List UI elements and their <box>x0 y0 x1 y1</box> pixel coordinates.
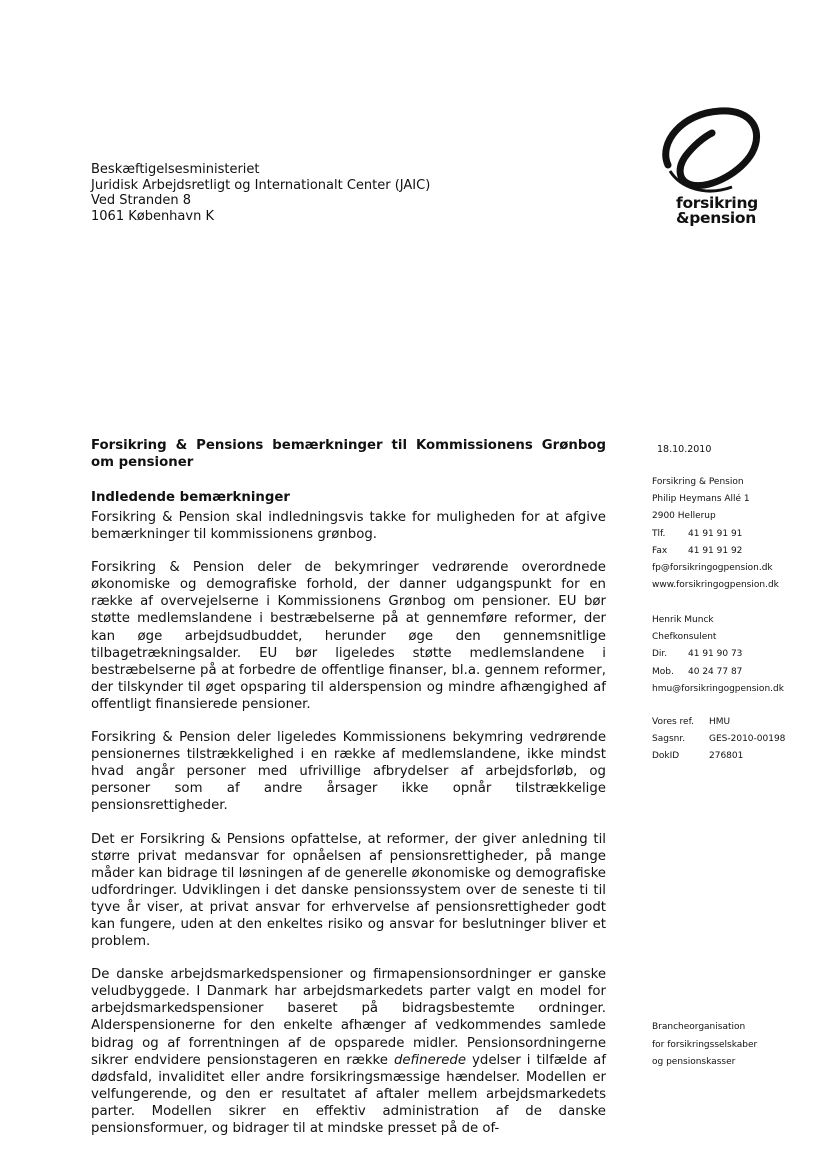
section-heading: Indledende bemærkninger <box>91 490 290 505</box>
recipient-line: Ved Stranden 8 <box>91 193 192 208</box>
contact-name: Henrik Munck <box>652 615 714 625</box>
logo-wordmark <box>676 196 758 226</box>
logo-line-1: forsikring <box>676 194 758 212</box>
footer-line: for forsikringsselskaber <box>652 1039 758 1050</box>
contact-mobile: Mob. 40 24 77 87 <box>652 666 743 677</box>
sender-info <box>652 474 779 594</box>
emphasis-text: definerede <box>393 1052 467 1068</box>
paragraph <box>91 966 606 1137</box>
reference-info <box>652 714 785 766</box>
recipient-address <box>91 162 430 224</box>
letter-date: 18.10.2010 <box>657 444 712 455</box>
sender-web: www.forsikringogpension.dk <box>652 580 779 591</box>
ref-vores: Vores ref. HMU <box>652 717 731 727</box>
paragraph: Forsikring & Pension skal indledningsvis takke for muligheden for at afgive bemærkninger til kommissionens grønbog. <box>91 510 606 543</box>
paragraph: Forsikring & Pension deler ligeledes Kommissionens bekymring vedrørende pensionernes tilstrækkelighed i en række af medlemslandene, ikke mindst hvad angår personer med ufrivillige afbrydelser af arbejdsforløb, og personer som af andre årsager ikke opnår tilstrækkelige pensionsrettigheder. <box>91 730 606 814</box>
letter-body <box>91 437 606 1153</box>
contact-info <box>652 612 784 698</box>
sender-street: Philip Heymans Allé 1 <box>652 494 750 505</box>
recipient-line: 1061 København K <box>91 208 214 224</box>
sender-email: fp@forsikringogpension.dk <box>652 563 773 574</box>
contact-email: hmu@forsikringogpension.dk <box>652 683 784 694</box>
recipient-line: Juridisk Arbejdsretligt og Internationalt Center (JAIC) <box>91 177 431 193</box>
sender-fax: Fax 41 91 91 92 <box>652 545 743 556</box>
sender-org: Forsikring & Pension <box>652 477 744 487</box>
organisation-footer <box>652 1019 757 1072</box>
contact-title: Chefkonsulent <box>652 632 717 643</box>
paragraph-text: ydelser i tilfælde af dødsfald, invaliditet eller andre forsikringsmæssige hændelser. Modellen er velfungerende, og den er resultatet af aftaler mellem arbejdsmarkedets parter. Modellen sikrer en effektiv administration af de danske pensionsformuer, og bidrager til at mindske presset på de of- <box>91 1052 606 1136</box>
paragraph-text: De danske arbejdsmarkedspensioner og firmapensionsordninger er ganske veludbyggede. I Danmark har arbejdsmarkedets parter valgt en model for arbejdsmarkedspensioner baseret på bidragsbestemte ordninger. Alderspensionerne for den enkelte afhænger af vedkommendes samlede bidrag og af forrentningen af de opsparede midler. Pensionsordningerne sikrer endvidere pensionstageren en række <box>91 967 606 1068</box>
footer-line: og pensionskasser <box>652 1057 736 1067</box>
sender-city: 2900 Hellerup <box>652 511 716 522</box>
recipient-line: Beskæftigelsesministeriet <box>91 162 260 177</box>
contact-direct: Dir. 41 91 90 73 <box>652 649 743 660</box>
sender-phone: Tlf. 41 91 91 91 <box>652 528 743 539</box>
document-title: Forsikring & Pensions bemærkninger til Kommissionens Grønbog om pensioner <box>91 438 606 470</box>
paragraph: Forsikring & Pension deler de bekymringer vedrørende overordnede økonomiske og demografiske forhold, der danner udgangspunkt for en række af overvejelserne i Kommissionens Grønbog om pensioner. EU bør støtte medlemslandene i bestræbelserne på at gennemføre reformer, der kan øge arbejdsudbuddet, herunder øge den gennemsnitlige tilbagetrækningsalder. EU bør ligeledes støtte medlemslandene i bestræbelserne på at forbedre de offentlige finanser, bl.a. gennem reformer, der tilskynder til øget opsparing til alderspension og mindre afhængighed af offentligt finansierede pensioner. <box>91 560 606 712</box>
ref-dokid: DokID 276801 <box>652 751 744 762</box>
paragraph: Det er Forsikring & Pensions opfattelse, at reformer, der giver anledning til større privat medansvar for opnåelsen af pensionsrettigheder, på mange måder kan bidrage til løsningen af de generelle økonomiske og demografiske udfordringer. Udviklingen i det danske pensionssystem over de seneste ti til tyve år viser, at privat ansvar for erhvervelse af pensionsrettigheder godt kan fungere, uden at den enkeltes risiko og ansvar for beslutninger bliver et problem. <box>91 831 606 950</box>
logo-line-2: &pension <box>676 209 756 227</box>
ref-sagsnr: Sagsnr. GES-2010-00198 <box>652 734 786 745</box>
footer-line: Brancheorganisation <box>652 1022 746 1032</box>
